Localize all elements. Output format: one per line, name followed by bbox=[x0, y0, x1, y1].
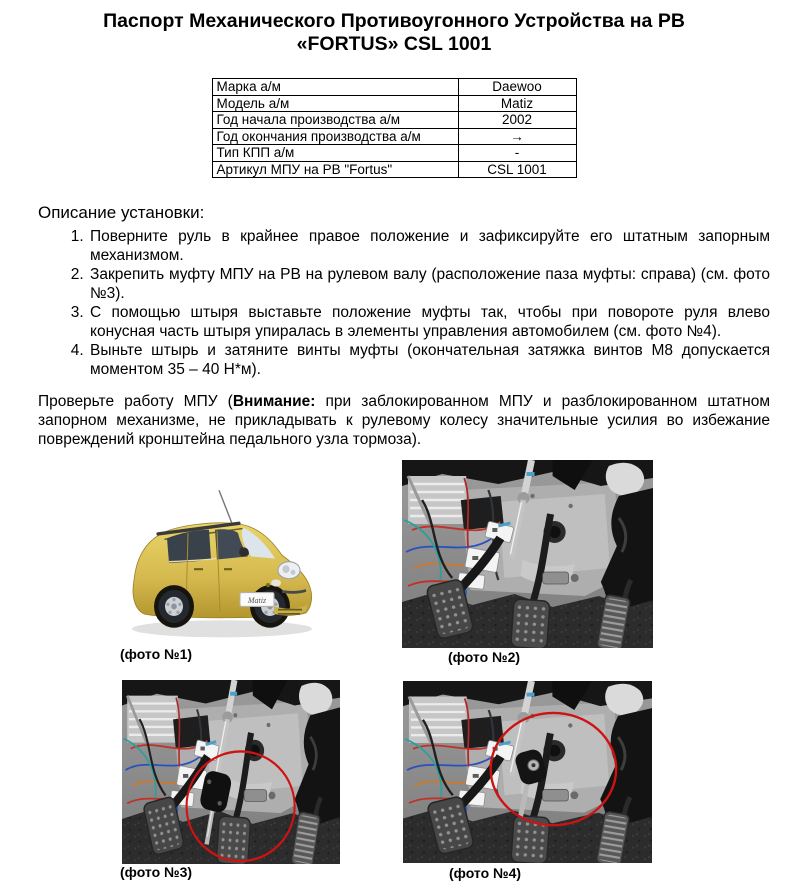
installation-steps bbox=[38, 227, 770, 379]
warning-bold: Внимание: bbox=[232, 393, 316, 410]
spec-value: Daewoo bbox=[458, 79, 576, 96]
photo-pedal-area-2 bbox=[402, 460, 653, 648]
spec-label: Модель а/м bbox=[212, 95, 458, 112]
table-row bbox=[212, 95, 576, 112]
installation-step-4: 4. Выньте штырь и затяните винты муфты (окончательная затяжка винтов М8 допускается моментом 35 – 40 Н*м). bbox=[88, 341, 770, 379]
photo-pedal-area-3 bbox=[122, 680, 340, 864]
rear-wheel bbox=[154, 585, 194, 628]
page-title-line1: Паспорт Механического Противоугонного Устройства на РВ bbox=[103, 10, 685, 32]
spec-value: - bbox=[458, 145, 576, 162]
spec-label: Год начала производства а/м bbox=[212, 112, 458, 129]
photo-pedal-area-4 bbox=[403, 681, 652, 863]
table-row bbox=[212, 161, 576, 178]
installation-heading: Описание установки: bbox=[38, 203, 205, 222]
spec-value: Matiz bbox=[458, 95, 576, 112]
table-row bbox=[212, 112, 576, 129]
spec-value: CSL 1001 bbox=[458, 161, 576, 178]
brand-badge bbox=[266, 583, 270, 587]
spec-label: Марка а/м bbox=[212, 79, 458, 96]
table-row bbox=[212, 145, 576, 162]
spec-value: 2002 bbox=[458, 112, 576, 129]
warning-paragraph bbox=[38, 392, 770, 449]
spec-label: Артикул МПУ на РВ "Fortus" bbox=[212, 161, 458, 178]
page-title bbox=[0, 0, 788, 56]
car-image bbox=[122, 486, 322, 648]
spec-table bbox=[212, 78, 577, 178]
photo-caption-3: (фото №3) bbox=[120, 864, 193, 880]
photo-caption-2: (фото №2) bbox=[448, 649, 521, 665]
spec-label: Год окончания производства а/м bbox=[212, 128, 458, 145]
page-title-line2: «FORTUS» CSL 1001 bbox=[296, 33, 492, 55]
warning-rest: при заблокированном МПУ и разблокированном штатном запорном механизме, не прикладывать к рулевому колесу значительные усилия во избежание повреждений кронштейна педального узла тормоза bbox=[38, 393, 770, 448]
photo-car-daewoo-matiz bbox=[122, 486, 322, 648]
warning-prefix: Проверьте работу МПУ ( bbox=[38, 393, 233, 410]
spec-label: Тип КПП а/м bbox=[212, 145, 458, 162]
pedal-area-image-2 bbox=[402, 460, 653, 648]
pedal-area-image-4 bbox=[403, 681, 652, 863]
table-row bbox=[212, 128, 576, 145]
installation-step-2: 2. Закрепить муфту МПУ на РВ на рулевом валу (расположение паза муфты: справа) (см. фото №3). bbox=[88, 265, 770, 303]
photo-caption-1: (фото №1) bbox=[120, 646, 193, 662]
warning-suffix: ). bbox=[411, 431, 422, 448]
photo-caption-4: (фото №4) bbox=[449, 865, 522, 881]
turn-signal bbox=[271, 579, 281, 586]
table-row bbox=[212, 79, 576, 96]
spec-value: → bbox=[458, 128, 576, 145]
car-shadow bbox=[132, 620, 312, 637]
license-plate-text: Matiz bbox=[247, 596, 267, 606]
installation-step-3: 3. С помощью штыря выставьте положение муфты так, чтобы при повороте руля влево конусная часть штыря упиралась в элементы управления автомобилем (см. фото №4). bbox=[88, 303, 770, 341]
pedal-area-image-3 bbox=[122, 680, 340, 864]
installation-step-1: 1. Поверните руль в крайнее правое положение и зафиксируйте его штатным запорным механизмом. bbox=[88, 227, 770, 265]
